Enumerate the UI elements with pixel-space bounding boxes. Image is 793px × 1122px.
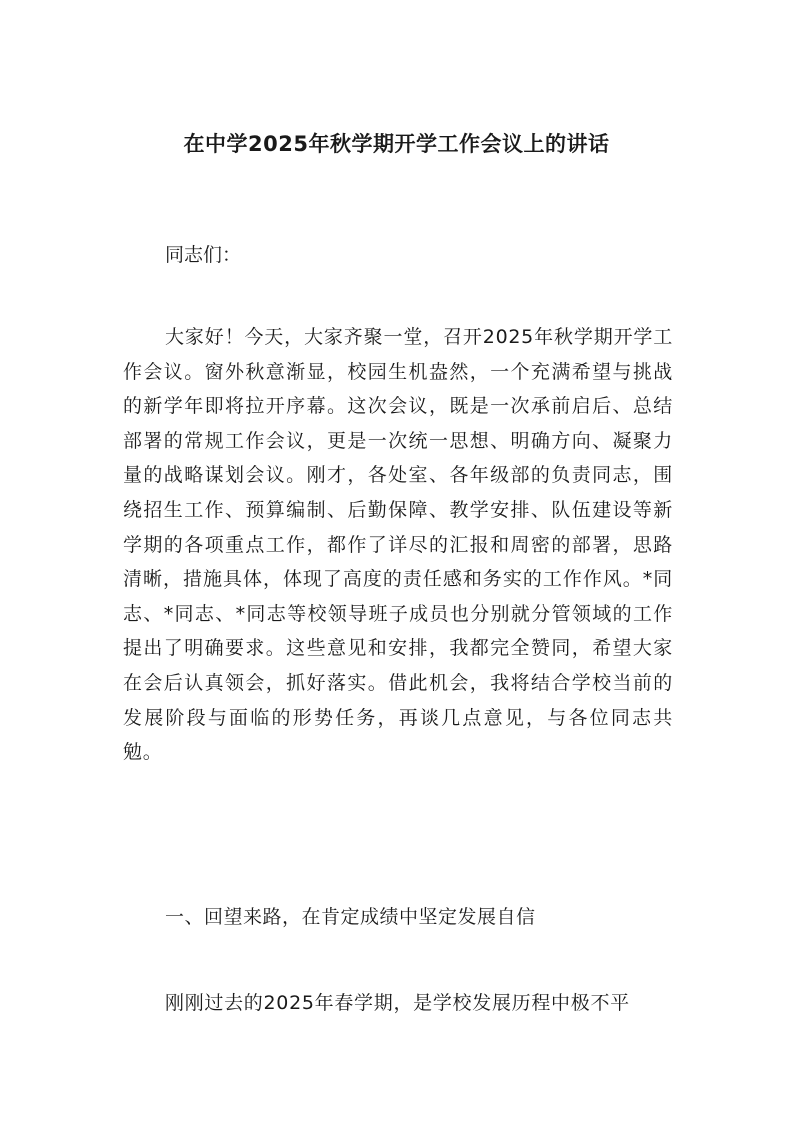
body-paragraph: 大家好！今天，大家齐聚一堂，召开2025年秋学期开学工作会议。窗外秋意渐显，校园生机盎然，一个充满希望与挑战的新学年即将拉开序幕。这次会议，既是一次承前启后、总结部署的常规工作会议，更是一次统一思想、明确方向、凝聚力量的战略谋划会议。刚才，各处室、各年级部的负责同志，围绕招生工作、预算编制、后勤保障、教学安排、队伍建设等新学期的各项重点工作，都作了详尽的汇报和周密的部署，思路清晰，措施具体，体现了高度的责任感和务实的工作作风。*同志、*同志、*同志等校领导班子成员也分别就分管领域的工作提出了明确要求。这些意见和安排，我都完全赞同，希望大家在会后认真领会，抓好落实。借此机会，我将结合学校当前的发展阶段与面临的形势任务，再谈几点意见，与各位同志共勉。: [123, 326, 673, 764]
section-heading: 一、回望来路，在肯定成绩中坚定发展自信: [165, 906, 536, 928]
document-title: 在中学2025年秋学期开学工作会议上的讲话: [183, 132, 610, 156]
salutation: 同志们：: [165, 244, 242, 266]
section-paragraph-start: 刚刚过去的2025年春学期，是学校发展历程中极不平: [165, 992, 630, 1014]
